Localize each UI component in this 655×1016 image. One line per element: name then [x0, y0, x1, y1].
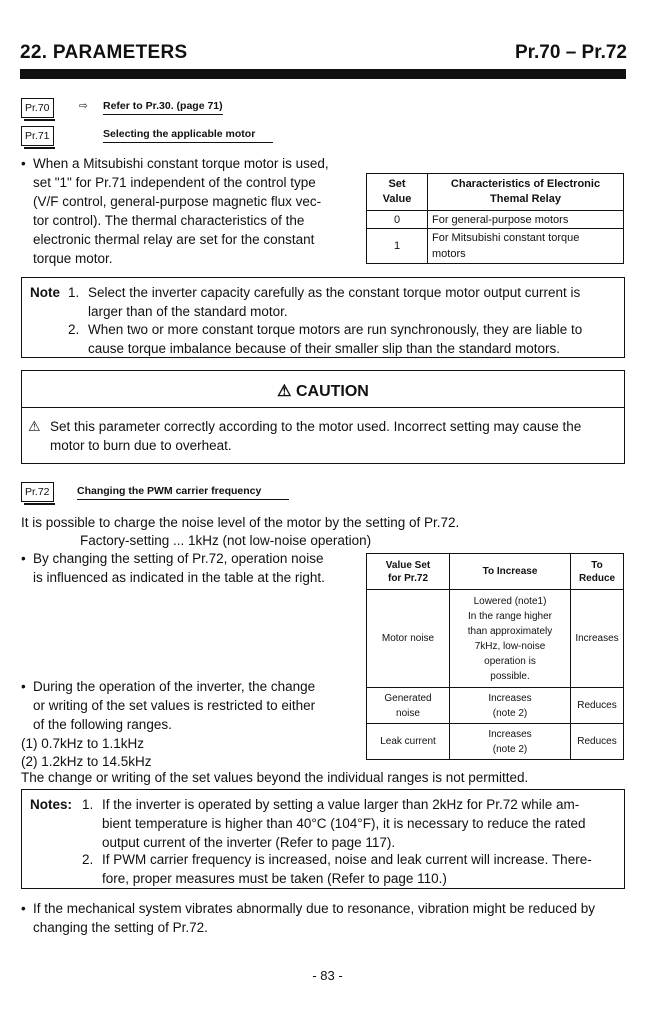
pr72-heading: Changing the PWM carrier frequency [77, 485, 289, 500]
notes-box: Notes: 1. If the inverter is operated by setting a value larger than 2kHz for Pr.72 while am- bient temperature is higher than 40°C (104°F), it is necessary to reduce the rated output current of the inverter (Refer to page 117). 2. If PWM carrier frequency is increased, noise and leak current will increase. There- fore, proper measures must be taken (Refer to page 110.) [21, 789, 625, 889]
page-number: - 83 - [312, 968, 343, 983]
note-item: If PWM carrier frequency is increased, noise and leak current will increase. There- fore, proper measures must be taken (Refer to page 110.) [102, 852, 592, 886]
pr72-bullet1: • By changing the setting of Pr.72, operation noise is influenced as indicated in the table at the right. [21, 551, 325, 585]
table-cell-value: 0 [367, 211, 428, 229]
range-1: (1) 0.7kHz to 1.1kHz [21, 736, 145, 751]
pr72-table: Value Set for Pr.72 To Increase To Reduce Motor noise Lowered (note1) In the range higher than approximately 7kHz, low-noise operation is possible. Increases Generated noise Increases (note 2) Reduces Leak current Increases (note 2) Reduces [366, 553, 624, 760]
range-2: (2) 1.2kHz to 14.5kHz [21, 754, 152, 769]
table-cell-value: 1 [367, 229, 428, 264]
header-bar [20, 69, 626, 79]
warning-icon: ⚠ [28, 418, 41, 434]
note-label: Note [30, 285, 60, 300]
pr70-reference: Refer to Pr.30. (page 71) [103, 100, 223, 115]
bullet-icon: • [21, 901, 26, 916]
parameter-range: Pr.70 – Pr.72 [515, 42, 627, 63]
table-cell-desc: For general-purpose motors [428, 211, 624, 229]
note-item: If the inverter is operated by setting a value larger than 2kHz for Pr.72 while am- bient temperature is higher than 40°C (104°F), it is necessary to reduce the rated output current of the inverter (Refer to page 117). [102, 797, 586, 850]
characteristics-header: Characteristics of Electronic Themal Relay [428, 174, 624, 211]
pr71-heading: Selecting the applicable motor [103, 128, 273, 143]
pr70-tag: Pr.70 [21, 98, 54, 118]
set-value-header: Set Value [367, 174, 428, 211]
pr71-table [366, 173, 624, 264]
final-bullet: • If the mechanical system vibrates abnormally due to resonance, vibration might be reduced by changing the setting of Pr.72. [21, 901, 596, 935]
caution-box [21, 370, 625, 464]
caution-text: Set this parameter correctly according to the motor used. Incorrect setting may cause the motor to burn due to overheat. [50, 419, 582, 453]
factory-setting: Factory-setting ... 1kHz (not low-noise operation) [80, 533, 372, 548]
caution-heading: ⚠ CAUTION [277, 383, 369, 400]
note-item: Select the inverter capacity carefully as the constant torque motor output current is larger than of the standard motor. [88, 285, 581, 319]
page-title: 22. PARAMETERS [20, 42, 188, 63]
refer-arrow-icon: ⇨ [79, 100, 88, 112]
pr72-tag: Pr.72 [21, 482, 54, 502]
warning-icon: ⚠ [277, 383, 292, 400]
table-row-label: Motor noise [367, 590, 450, 688]
pr71-description: • When a Mitsubishi constant torque motor is used, set "1" for Pr.71 independent of the control type (V/F control, general-purpose magnetic flux vec- tor control). The thermal characteristics of the electronic thermal relay are set for the constant torque motor. [21, 156, 329, 266]
closing-text: The change or writing of the set values beyond the individual ranges is not permitted. [21, 770, 529, 785]
pr71-tag: Pr.71 [21, 126, 54, 146]
pr72-bullet2: • During the operation of the inverter, the change or writing of the set values is restricted to either of the following ranges. [21, 679, 316, 732]
bullet-icon: • [21, 679, 26, 694]
bullet-icon: • [21, 551, 26, 566]
note-box: Note 1. Select the inverter capacity carefully as the constant torque motor output current is larger than of the standard motor. 2. When two or more constant torque motors are run synchronously, they are liable to cause torque imbalance because of their smaller slip than the standard motors. [21, 277, 625, 358]
note-item: When two or more constant torque motors are run synchronously, they are liable to cause torque imbalance because of their smaller slip than the standard motors. [88, 322, 583, 356]
table-cell-desc: For Mitsubishi constant torque motors [428, 229, 624, 264]
pr72-intro: It is possible to charge the noise level of the motor by the setting of Pr.72. [21, 515, 460, 530]
notes-label: Notes: [30, 797, 73, 812]
bullet-icon: • [21, 156, 26, 171]
